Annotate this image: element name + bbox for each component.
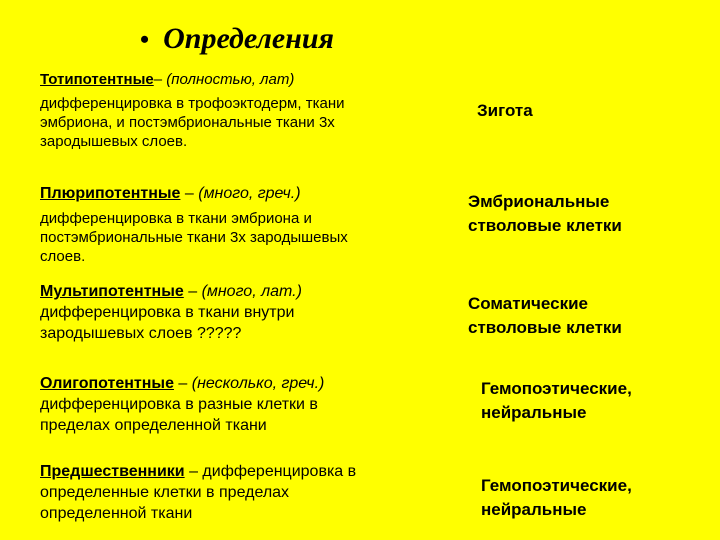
etymology-note: (много, греч.): [198, 185, 301, 202]
result-line: нейральные: [481, 403, 587, 422]
definition-heading: [40, 373, 455, 394]
definition-heading: [40, 281, 455, 302]
term-label: Мультипотентные: [40, 283, 184, 300]
description-line: слоев.: [40, 248, 86, 265]
description-line: определенной ткани: [40, 505, 193, 522]
term-label: Плюрипотентные: [40, 185, 181, 202]
etymology-note: (несколько, греч.): [191, 375, 325, 392]
result-line: стволовые клетки: [468, 216, 622, 235]
dash: –: [180, 185, 199, 202]
description-line: дифференцировка в ткани эмбриона и: [40, 210, 312, 227]
result-line: стволовые клетки: [468, 318, 622, 337]
term-label: Тотипотентные: [40, 71, 154, 88]
result-progenitors: [481, 474, 632, 522]
description-line: дифференцировка в ткани внутри: [40, 304, 295, 321]
description-first-line: дифференцировка в: [202, 463, 357, 480]
definition-multipotent: [40, 281, 455, 344]
dash: –: [153, 71, 163, 88]
description-line: пределах определенной ткани: [40, 417, 267, 434]
etymology-note: (полностью, лат): [162, 71, 295, 88]
definition-oligopotent: [40, 373, 455, 436]
result-line: Гемопоэтические,: [481, 379, 632, 398]
description-line: постэмбриональные ткани 3х зародышевых: [40, 229, 348, 246]
bullet: •: [140, 25, 150, 54]
result-totipotent: [477, 99, 533, 123]
definition-pluripotent: [40, 184, 455, 266]
result-line: Зигота: [477, 101, 533, 120]
definition-progenitors: [40, 461, 455, 524]
slide-title: [140, 22, 334, 56]
description-line: зародышевых слоев.: [40, 133, 188, 150]
result-multipotent: [468, 292, 622, 340]
description-line: дифференцировка в разные клетки в: [40, 396, 318, 413]
dash: –: [173, 375, 192, 392]
result-line: нейральные: [481, 500, 587, 519]
definition-heading: [40, 461, 455, 482]
result-line: Соматические: [468, 294, 588, 313]
etymology-note: (много, лат.): [201, 283, 302, 300]
description-line: зародышевых слоев ?????: [40, 325, 242, 342]
definition-totipotent: [40, 70, 455, 151]
dash: –: [183, 283, 202, 300]
result-line: Эмбриональные: [468, 192, 610, 211]
result-oligopotent: [481, 377, 632, 425]
description-line: определенные клетки в пределах: [40, 484, 290, 501]
title-text: Определения: [163, 22, 334, 55]
description-line: дифференцировка в трофоэктодерм, ткани: [40, 95, 345, 112]
result-pluripotent: [468, 190, 622, 238]
definition-heading: [40, 70, 455, 89]
result-line: Гемопоэтические,: [481, 476, 632, 495]
dash: –: [184, 463, 203, 480]
term-label: Предшественники: [40, 463, 185, 480]
definition-heading: [40, 184, 455, 203]
term-label: Олигопотентные: [40, 375, 174, 392]
description-line: эмбриона, и постэмбриональные ткани 3х: [40, 114, 335, 131]
